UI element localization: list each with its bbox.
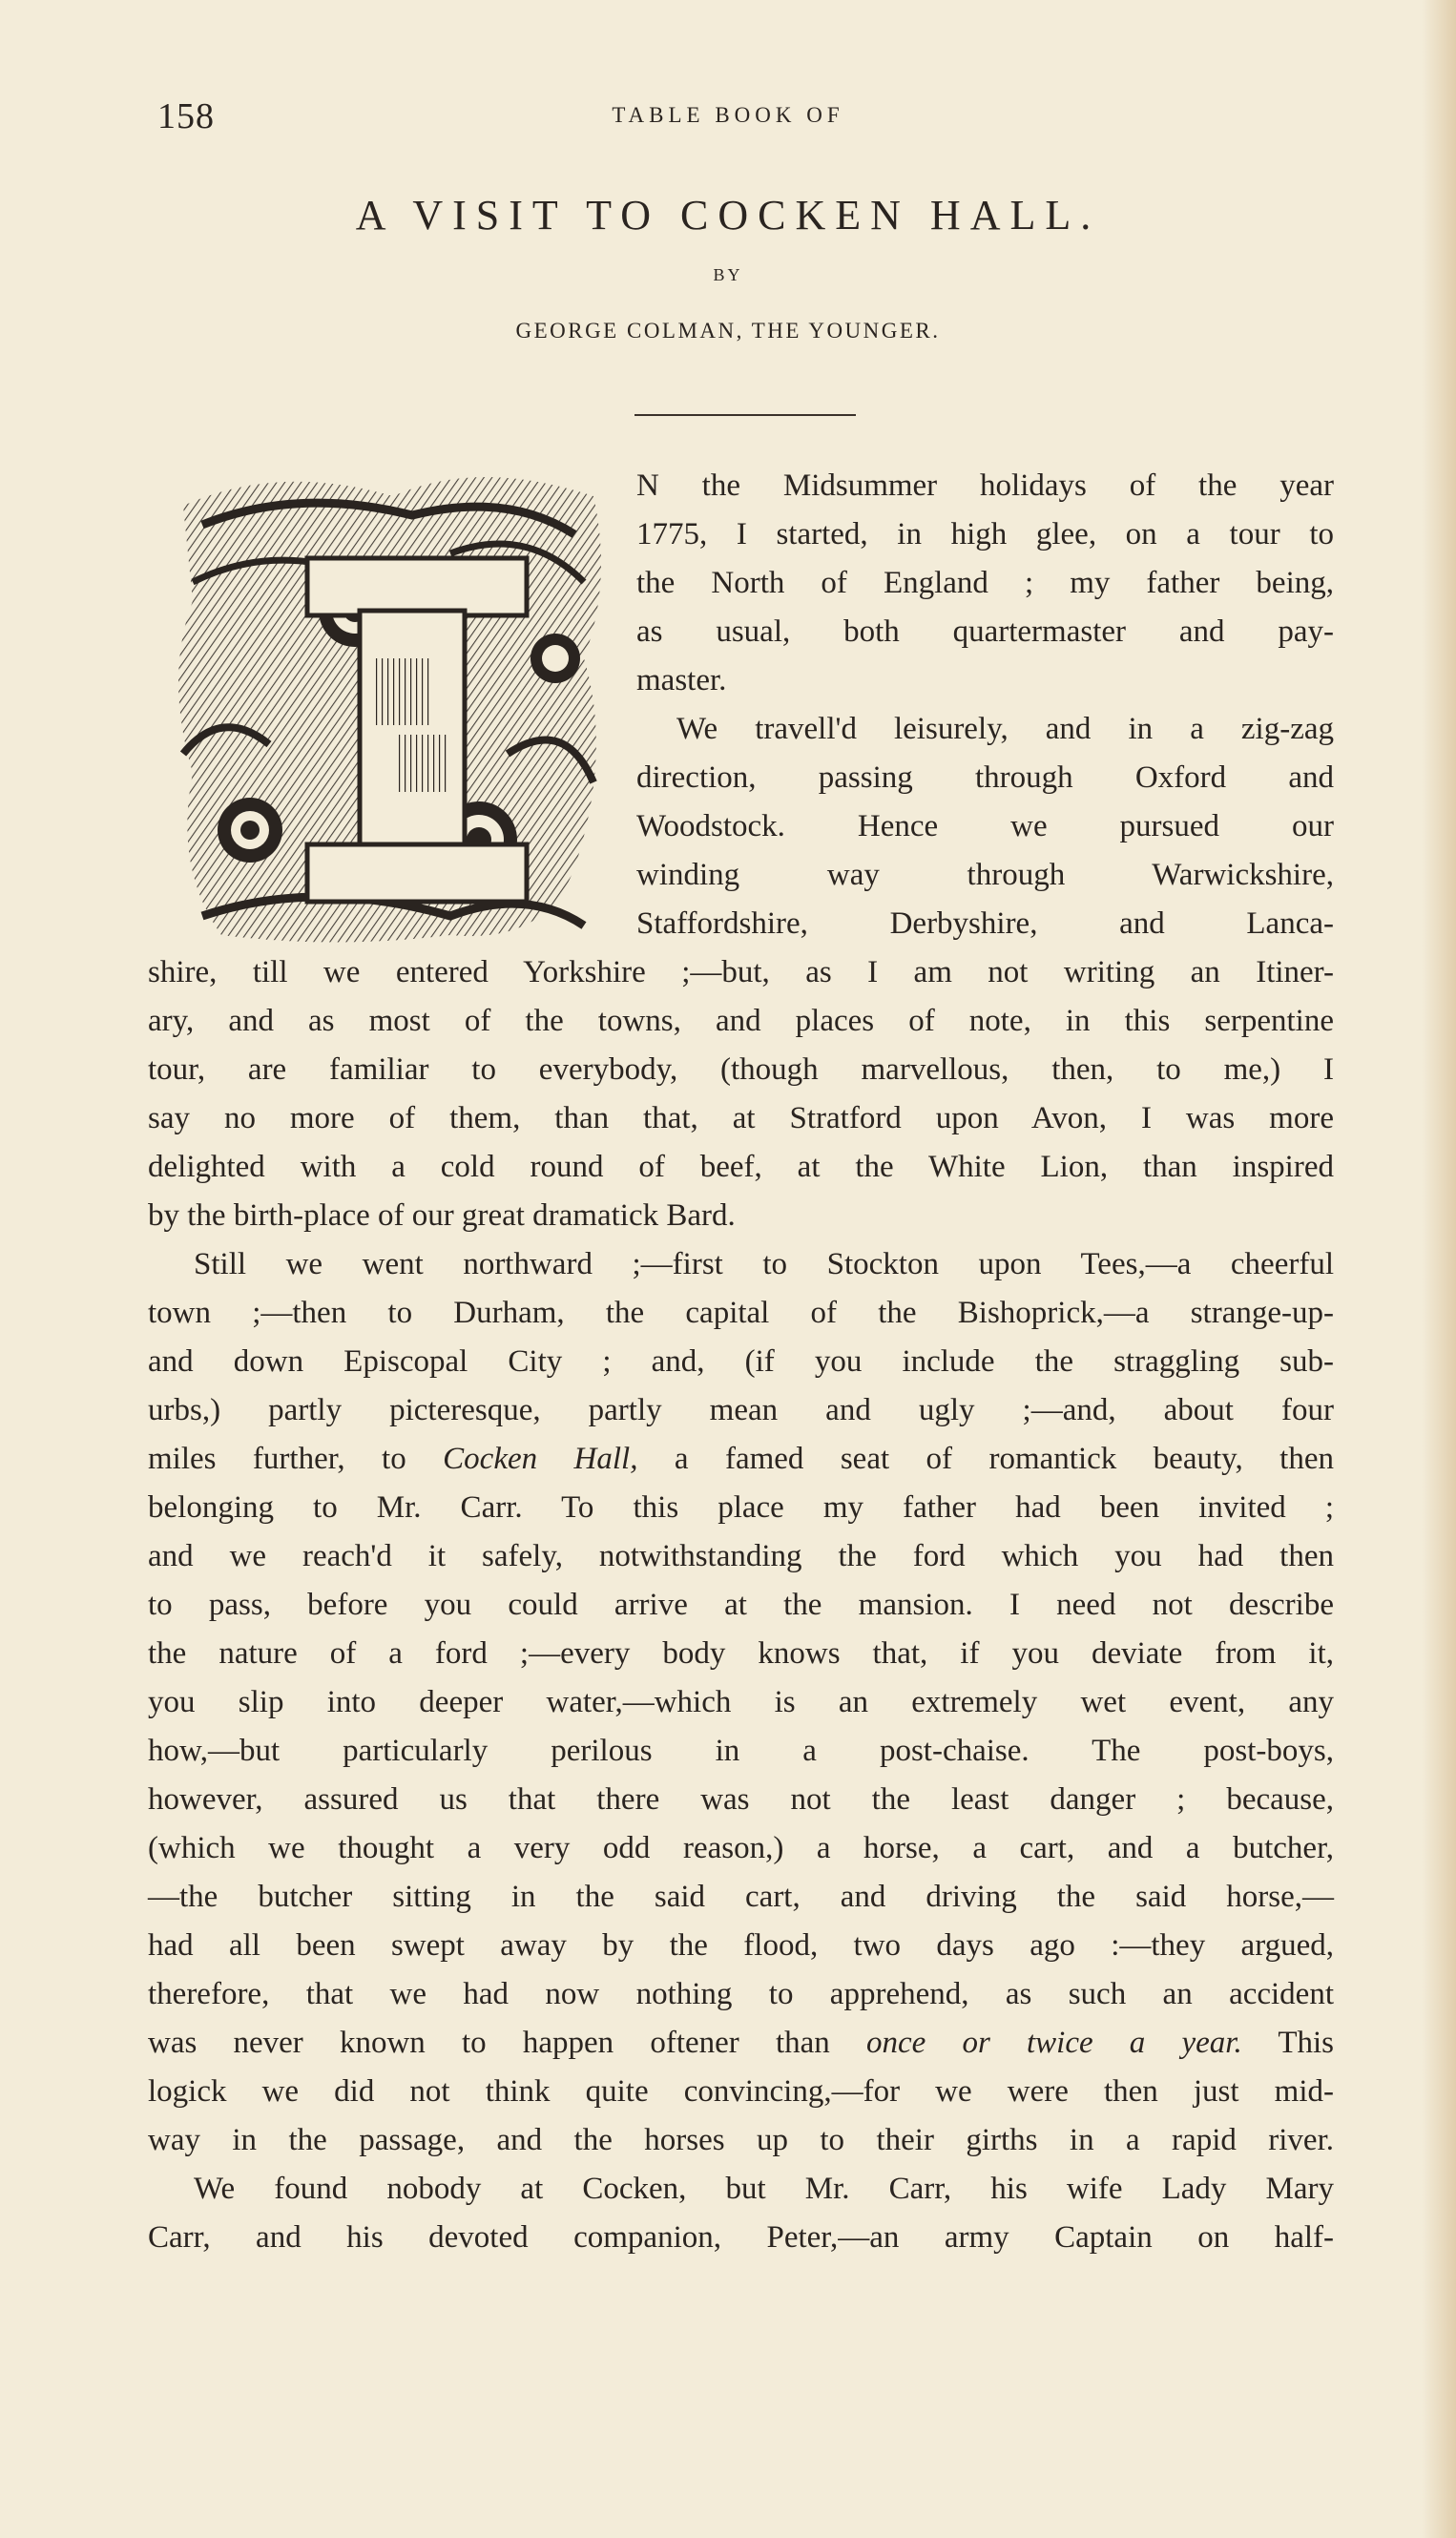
text-line: Carr, and his devoted companion, Peter,—an army Captain on half- xyxy=(148,2220,1334,2255)
text-line: (which we thought a very odd reason,) a horse, a cart, and a butcher, xyxy=(148,1831,1334,1865)
text-segment: was never known to happen oftener than xyxy=(148,2026,866,2060)
text-line: therefore, that we had now nothing to apprehend, as such an accident xyxy=(148,1977,1334,2011)
byline-label: BY xyxy=(713,265,743,284)
text-line: to pass, before you could arrive at the mansion. I need not describe xyxy=(148,1588,1334,1622)
text-line: master. xyxy=(636,663,727,697)
text-segment: miles further, to xyxy=(148,1442,444,1476)
text-line: how,—but particularly perilous in a post-chaise. The post-boys, xyxy=(148,1734,1334,1768)
article-title: A VISIT TO COCKEN HALL. xyxy=(355,192,1101,239)
text-line: the nature of a ford ;—every body knows that, if you deviate from it, xyxy=(148,1636,1334,1671)
text-line: and down Episcopal City ; and, (if you include the straggling sub- xyxy=(148,1344,1334,1379)
text-line: direction, passing through Oxford and xyxy=(636,760,1334,795)
text-line: and we reach'd it safely, notwithstanding the ford which you had then xyxy=(148,1539,1334,1573)
text-line: delighted with a cold round of beef, at the White Lion, than inspired xyxy=(148,1150,1334,1184)
text-line xyxy=(148,2019,1334,2068)
page-gutter-shadow xyxy=(1422,0,1456,2538)
article-author: GEORGE COLMAN, THE YOUNGER. xyxy=(515,319,941,343)
title-rule xyxy=(634,414,856,416)
text-line: We travell'd leisurely, and in a zig-zag xyxy=(676,712,1334,746)
text-line: you slip into deeper water,—which is an extremely wet event, any xyxy=(148,1685,1334,1719)
text-line: ary, and as most of the towns, and places of note, in this serpentine xyxy=(148,1004,1334,1038)
text-segment: This xyxy=(1241,2026,1334,2060)
text-line: the North of England ; my father being, xyxy=(636,566,1334,600)
running-head: TABLE BOOK OF xyxy=(612,103,844,127)
text-line: urbs,) partly picteresque, partly mean and ugly ;—and, about four xyxy=(148,1393,1334,1427)
text-line: had all been swept away by the flood, two days ago :—they argued, xyxy=(148,1928,1334,1963)
text-line: Still we went northward ;—first to Stockton upon Tees,—a cheerful xyxy=(194,1247,1334,1281)
article-body xyxy=(148,462,1334,2262)
text-line: logick we did not think quite convincing,—for we were then just mid- xyxy=(148,2074,1334,2109)
text-line: —the butcher sitting in the said cart, and driving the said horse,— xyxy=(148,1880,1334,1914)
text-line: 1775, I started, in high glee, on a tour to xyxy=(636,517,1334,551)
text-line: N the Midsummer holidays of the year xyxy=(636,468,1334,503)
text-line: say no more of them, than that, at Stratford upon Avon, I was more xyxy=(148,1101,1334,1135)
text-line: town ;—then to Durham, the capital of the Bishoprick,—a strange-up- xyxy=(148,1296,1334,1330)
emphasis-text: once or twice a year. xyxy=(865,2026,1242,2060)
text-line: way in the passage, and the horses up to their girths in a rapid river. xyxy=(148,2123,1334,2157)
text-line: winding way through Warwickshire, xyxy=(636,858,1334,892)
text-line: Woodstock. Hence we pursued our xyxy=(636,809,1334,843)
text-line xyxy=(148,1435,1334,1484)
text-line: as usual, both quartermaster and pay- xyxy=(636,614,1334,649)
place-name: Cocken Hall, xyxy=(443,1442,638,1476)
text-line: We found nobody at Cocken, but Mr. Carr, his wife Lady Mary xyxy=(194,2172,1334,2206)
text-line: belonging to Mr. Carr. To this place my father had been invited ; xyxy=(148,1490,1334,1525)
text-line: Staffordshire, Derbyshire, and Lanca- xyxy=(636,906,1334,941)
page-number: 158 xyxy=(157,96,215,136)
text-line: tour, are familiar to everybody, (though marvellous, then, to me,) I xyxy=(148,1052,1334,1087)
text-line: by the birth-place of our great dramatick Bard. xyxy=(148,1198,736,1233)
text-line: however, assured us that there was not the least danger ; because, xyxy=(148,1782,1334,1817)
text-segment: a famed seat of romantick beauty, then xyxy=(637,1442,1334,1476)
text-line: shire, till we entered Yorkshire ;—but, as I am not writing an Itiner- xyxy=(148,955,1334,989)
